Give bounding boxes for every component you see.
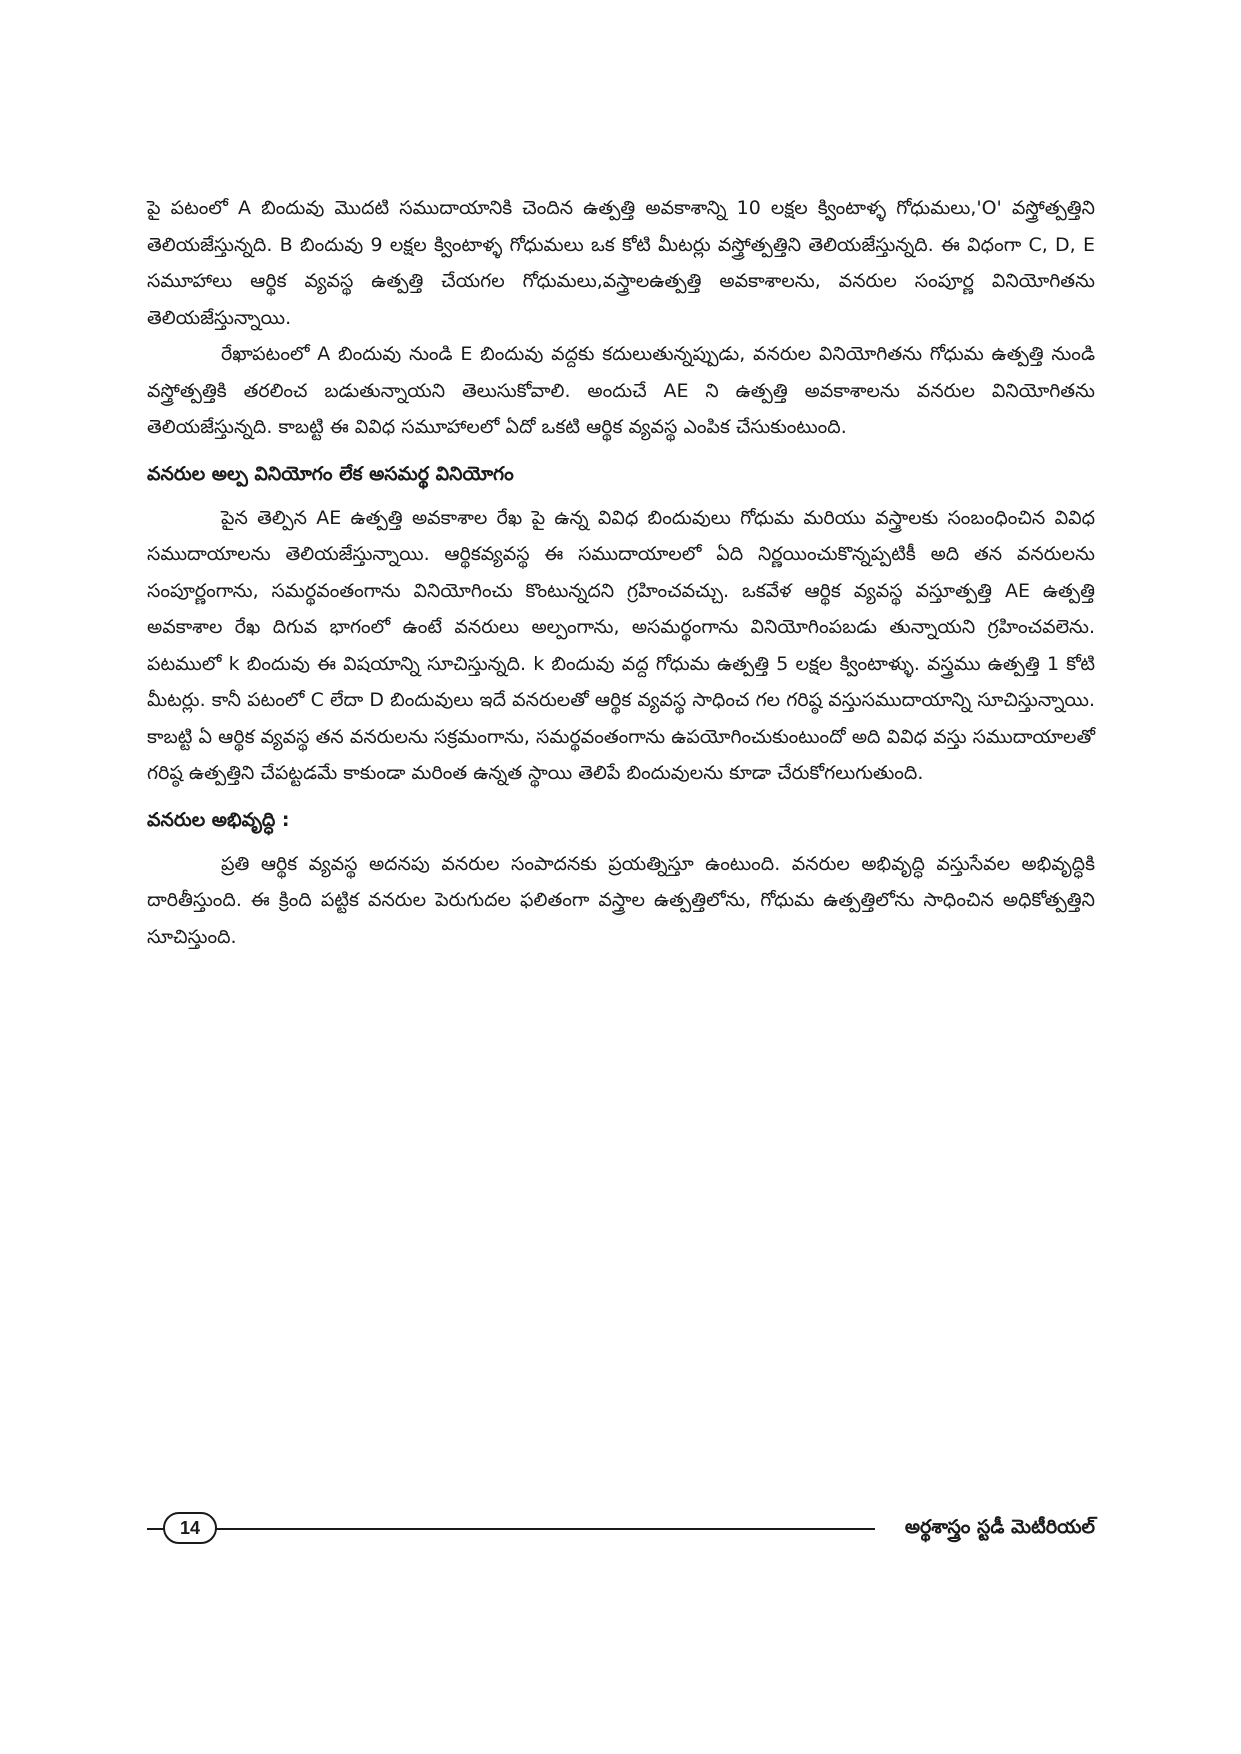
page-footer	[147, 1510, 1095, 1546]
page-number: 14	[163, 1512, 217, 1544]
book-title: అర్థశాస్త్రం స్టడీ మెటీరియల్	[904, 1516, 1095, 1538]
paragraph-underutilization: పైన తెల్పిన AE ఉత్పత్తి అవకాశాల రేఖ పై ఉన్న వివిధ బిందువులు గోధుమ మరియు వస్త్రాలకు సంబంధించిన వివిధ సముదాయాలను తెలియజేస్తున్నాయి. ఆర్థికవ్యవస్థ ఈ సముదాయాలలో ఏది నిర్ణయించుకొన్నప్పటికీ అది తన వనరులను సంపూర్ణంగాను, సమర్థవంతంగాను వినియోగించు కొంటున్నదని గ్రహించవచ్చు. ఒకవేళ ఆర్థిక వ్యవస్థ వస్తూత్పత్తి AE ఉత్పత్తి అవకాశాల రేఖ దిగువ భాగంలో ఉంటే వనరులు అల్పంగాను, అసమర్థంగాను వినియోగింపబడు తున్నాయని గ్రహించవలెను. పటములో k బిందువు ఈ విషయాన్ని సూచిస్తున్నది. k బిందువు వద్ద గోధుమ ఉత్పత్తి 5 లక్షల క్వింటాళ్ళు. వస్త్రము ఉత్పత్తి 1 కోటి మీటర్లు. కానీ పటంలో C లేదా D బిందువులు ఇదే వనరులతో ఆర్థిక వ్యవస్థ సాధించ గల గరిష్ఠ వస్తుసముదాయాన్ని సూచిస్తున్నాయి. కాబట్టి ఏ ఆర్థిక వ్యవస్థ తన వనరులను సక్రమంగాను, సమర్థవంతంగాను ఉపయోగించుకుంటుందో అది వివిధ వస్తు సముదాయాలతో గరిష్ఠ ఉత్పత్తిని చేపట్టడమే కాకుండా మరింత ఉన్నత స్థాయి తెలిపే బిందువులను కూడా చేరుకోగలుగుతుంది.	[147, 506, 1095, 784]
paragraph-resource-development: ప్రతి ఆర్థిక వ్యవస్థ అదనపు వనరుల సంపాదనకు ప్రయత్నిస్తూ ఉంటుంది. వనరుల అభివృద్ధి వస్తుసేవల అభివృద్ధికి దారితీస్తుంది. ఈ క్రింది పట్టిక వనరుల పెరుగుదల ఫలితంగా వస్త్రాల ఉత్పత్తిలోను, గోధుమ ఉత్పత్తిలోను సాధించిన అధికోత్పత్తిని సూచిస్తుంది.	[147, 852, 1095, 948]
paragraph-movement-a-to-e: రేఖాపటంలో A బిందువు నుండి E బిందువు వద్దకు కదులుతున్నప్పుడు, వనరుల వినియోగితను గోధుమ ఉత్పత్తి నుండి వస్త్రోత్పత్తికి తరలించ బడుతున్నాయని తెలుసుకోవాలి. అందుచే AE ని ఉత్పత్తి అవకాశాలను వనరుల వినియోగితను తెలియజేస్తున్నది. కాబట్టి ఈ వివిధ సమూహాలలో ఏదో ఒకటి ఆర్థిక వ్యవస్థ ఎంపిక చేసుకుంటుంది.	[147, 343, 1095, 438]
footer-rule	[147, 1528, 875, 1530]
page-body	[147, 190, 1095, 955]
section-heading-resource-development: వనరుల అభివృద్ధి :	[147, 808, 290, 831]
section-heading-underutilization: వనరుల అల్ప వినియోగం లేక అసమర్థ వినియోగం	[147, 462, 514, 485]
paragraph-ppc-points: పై పటంలో A బిందువు మొదటి సముదాయానికి చెందిన ఉత్పత్తి అవకాశాన్ని 10 లక్షల క్వింటాళ్ళ గోధుమలు,'O' వస్త్రోత్పత్తిని తెలియజేస్తున్నది. B బిందువు 9 లక్షల క్వింటాళ్ళ గోధుమలు ఒక కోటి మీటర్లు వస్త్రోత్పత్తిని తెలియజేస్తున్నది. ఈ విధంగా C, D, E సమూహాలు ఆర్థిక వ్యవస్థ ఉత్పత్తి చేయగల గోధుమలు,వస్త్రాలఉత్పత్తి అవకాశాలను, వనరుల సంపూర్ణ వినియోగితను తెలియజేస్తున్నాయి.	[147, 197, 1095, 329]
